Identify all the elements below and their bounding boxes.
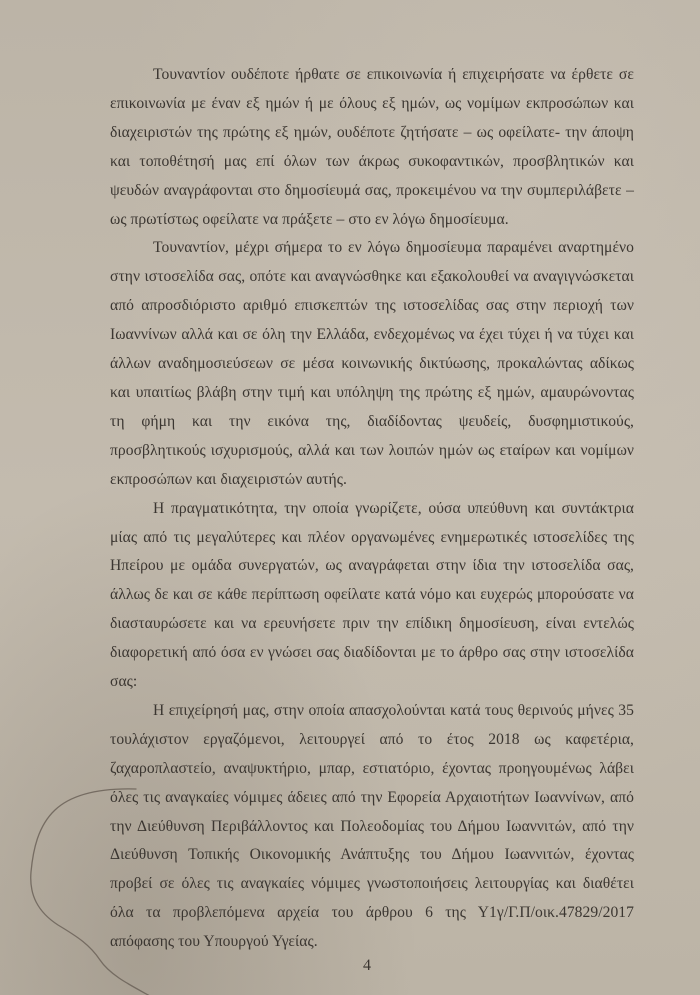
text-line: από απροσδιόριστο αριθμό επισκεπτών της ιστοσελίδας σας στην περιοχή των: [110, 297, 634, 315]
text-line: ψευδών αναγράφονται στο δημοσίευμά σας, προκειμένου να την συμπεριλάβετε –: [110, 181, 634, 199]
text-line: στην ιστοσελίδα σας, οπότε και αναγνώσθηκε και εξακολουθεί να αναγιγνώσκεται: [110, 268, 634, 286]
text-line: Τουναντίον ουδέποτε ήρθατε σε επικοινωνία ή επιχειρήσατε να έρθετε σε: [153, 66, 634, 83]
paragraph-3: [110, 495, 634, 697]
text-line: ζαχαροπλαστείο, αναψυκτήριο, μπαρ, εστιατόριο, έχοντας προηγουμένως λάβει: [110, 759, 634, 777]
text-line: και υπαιτίως βλάβη στην τιμή και υπόληψη της πρώτης εξ ημών, αμαυρώνοντας: [110, 383, 634, 401]
text-line: και τοποθέτησή μας επί όλων των άκρως συκοφαντικών, προσβλητικών και: [110, 152, 634, 170]
text-line: Η πραγματικότητα, την οποία γνωρίζετε, ούσα υπεύθυνη και συντάκτρια: [153, 499, 634, 517]
text-line: όλα τα προβλεπόμενα αρχεία του άρθρου 6 της Υ1γ/Γ.Π/οικ.47829/2017: [110, 904, 634, 922]
text-line: εκπροσώπων και διαχειριστών αυτής.: [110, 470, 347, 488]
text-line: διασταυρώσετε και να ερευνήσετε πριν την επίδικη δημοσίευση, είναι εντελώς: [110, 615, 634, 633]
paragraph-4: [110, 697, 634, 957]
document-body: [110, 61, 634, 957]
text-line: διαχειριστών της πρώτης εξ ημών, ουδέποτε ζητήσατε – ως οφείλατε- την άποψη: [110, 123, 634, 141]
text-line: Ιωαννίνων αλλά και σε όλη την Ελλάδα, ενδεχομένως να έχει τύχει ή να τύχει και: [110, 326, 634, 344]
text-line: επικοινωνία με έναν εξ ημών ή με όλους εξ ημών, ως νομίμων εκπροσώπων και: [110, 94, 634, 112]
text-line: Ηπείρου με ομάδα συνεργατών, ως αναγράφεται στην ίδια την ιστοσελίδα σας,: [110, 557, 634, 575]
text-line: μίας από τις μεγαλύτερες και πλέον οργανωμένες ενημερωτικές ιστοσελίδες της: [110, 528, 634, 546]
page-number: 4: [363, 957, 371, 974]
paragraph-2: [110, 234, 634, 494]
text-line: ως πρωτίστως οφείλατε να πράξετε – στο εν λόγω δημοσίευμα.: [110, 210, 509, 228]
text-line: σας:: [110, 673, 138, 691]
text-line: Τουναντίον, μέχρι σήμερα το εν λόγω δημοσίευμα παραμένει αναρτημένο: [153, 239, 634, 257]
text-line: Διεύθυνση Τοπικής Οικονομικής Ανάπτυξης του Δήμου Ιωαννιτών, έχοντας: [110, 846, 634, 864]
text-line: Η επιχείρησή μας, στην οποία απασχολούνται κατά τους θερινούς μήνες 35: [153, 701, 634, 719]
text-line: άλλων αναδημοσιεύσεων σε μέσα κοινωνικής δικτύωσης, προκαλώντας αδίκως: [110, 355, 634, 373]
text-line: απόφασης του Υπουργού Υγείας.: [110, 933, 318, 951]
text-line: προσβλητικούς ισχυρισμούς, αλλά και των λοιπών ημών ως εταίρων και νομίμων: [110, 441, 634, 459]
text-line: όλες τις αναγκαίες νόμιμες άδειες από την Εφορεία Αρχαιοτήτων Ιωαννίνων, από: [110, 788, 634, 806]
text-line: τη φήμη και την εικόνα της, διαδίδοντας ψευδείς, δυσφημιστικούς,: [110, 412, 634, 430]
text-line: την Διεύθυνση Περιβάλλοντος και Πολεοδομίας του Δήμου Ιωαννιτών, από την: [110, 817, 634, 835]
text-line: τουλάχιστον εργαζόμενοι, λειτουργεί από το έτος 2018 ως καφετέρια,: [110, 730, 634, 748]
text-line: διαφορετική από όσα εν γνώσει σας διαδίδονται με το άρθρο σας στην ιστοσελίδα: [110, 644, 634, 662]
text-line: προβεί σε όλες τις αναγκαίες νόμιμες γνωστοποιήσεις λειτουργίας και διαθέτει: [110, 875, 634, 893]
text-line: άλλως δε και σε κάθε περίπτωση οφείλατε κατά νόμο και ευχερώς μπορούσατε να: [110, 586, 634, 604]
paragraph-1: [110, 61, 634, 234]
